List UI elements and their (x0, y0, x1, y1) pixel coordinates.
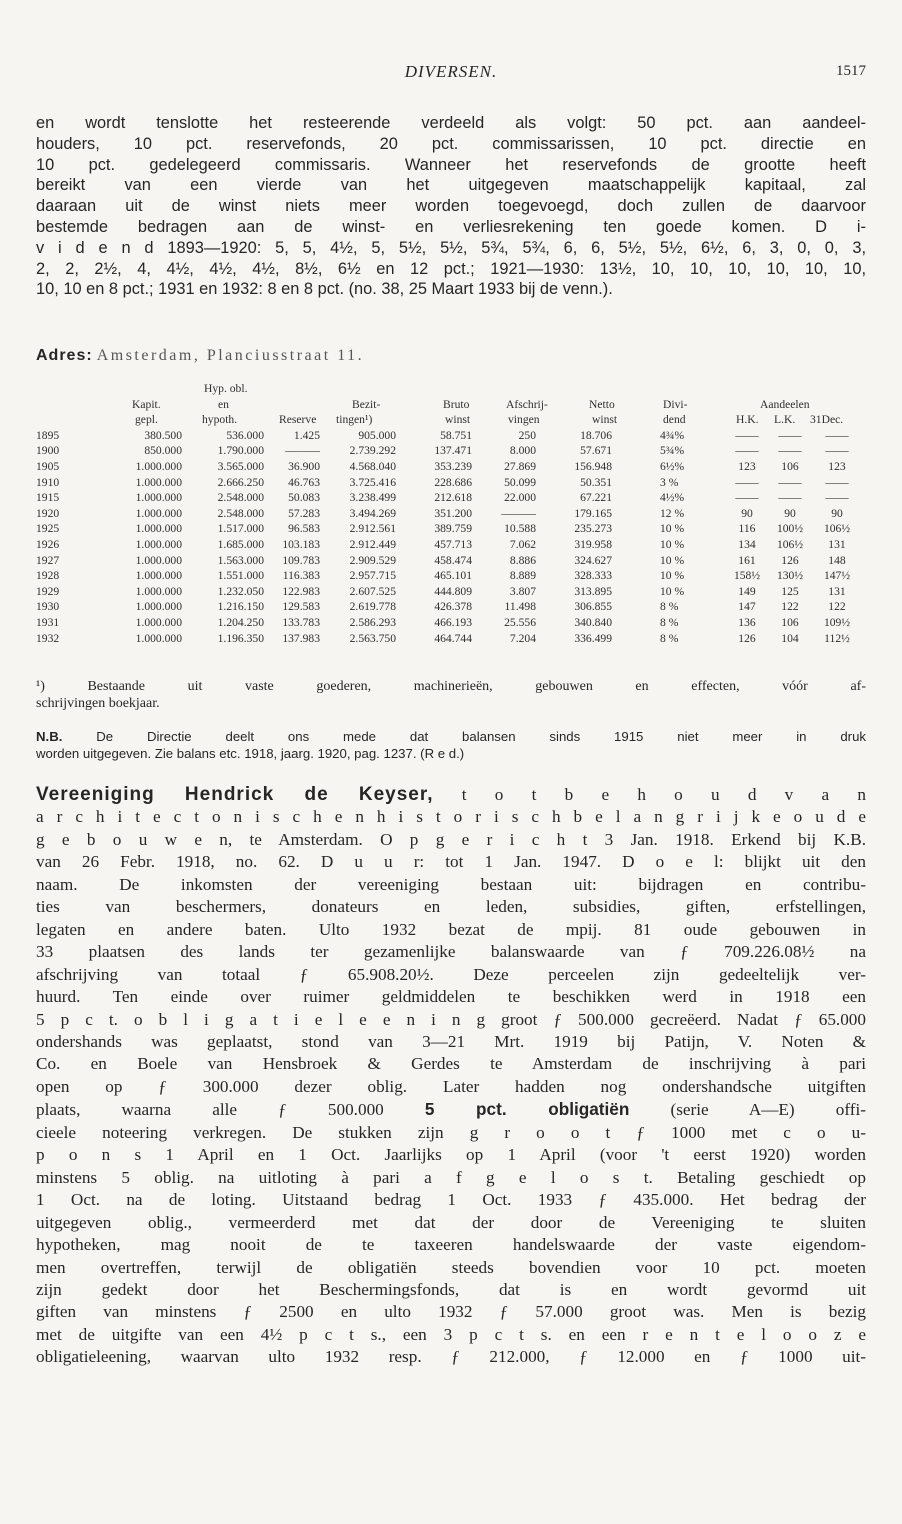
page-number: 1517 (836, 63, 866, 79)
article-line-start: plaats, waarna alle ƒ 500.000 (36, 1100, 425, 1120)
address-line (36, 347, 364, 365)
cell-dividend: 8 % (660, 615, 679, 629)
cell-bruto-winst: 353.239 (434, 459, 472, 473)
cell-dividend: 10 % (660, 522, 685, 536)
header-kapit: Kapit. (132, 397, 161, 411)
cell-dividend: 4½% (660, 491, 685, 505)
table-row (36, 428, 866, 444)
cell-koers-hk: 147 (738, 600, 756, 614)
cell-bruto-winst: 457.713 (434, 537, 472, 551)
cell-year: 1910 (36, 475, 60, 489)
article-line: a r c h i t e c t o n i s c h e n h i s t o r i s c h b e l a n g r i j k e o u d e (36, 807, 866, 827)
cell-koers-lk: —— (778, 428, 802, 442)
running-head (36, 62, 866, 86)
article-line: open op ƒ 300.000 dezer oblig. Later hadden nog ondershandsche uitgiften (36, 1076, 866, 1096)
intro-line: 10 pct. gedelegeerd commissaris. Wanneer het reservefonds de grootte heeft (36, 155, 866, 174)
cell-bezittingen: 2.586.293 (349, 615, 396, 629)
cell-koers-31dec: 148 (828, 553, 846, 567)
cell-bruto-winst: 351.200 (434, 506, 472, 520)
cell-bruto-winst: 228.686 (434, 475, 472, 489)
bond-name-bold: 5 pct. obligatiën (424, 1099, 630, 1120)
cell-dividend: 8 % (660, 631, 679, 645)
cell-dividend: 10 % (660, 553, 685, 567)
cell-kapitaal: 380.500 (144, 428, 182, 442)
cell-koers-31dec: 123 (828, 459, 846, 473)
intro-paragraph (36, 113, 866, 300)
cell-netto-winst: 235.273 (574, 522, 612, 536)
intro-line: 2, 2, 2½, 4, 4½, 4½, 4½, 8½, 6½ en 12 pct.; 1921—1930: 13½, 10, 10, 10, 10, 10, 10, (36, 259, 866, 278)
cell-kapitaal: 1.000.000 (135, 491, 182, 505)
cell-reserve: 57.283 (288, 506, 320, 520)
table-row (36, 553, 866, 569)
article-line: huurd. Ten einde over ruimer geldmiddelen te beschikken werd in 1918 een (36, 987, 866, 1007)
cell-netto-winst: 67.221 (580, 491, 612, 505)
cell-hypotheek: 1.517.000 (217, 522, 264, 536)
footnote (36, 679, 866, 712)
cell-bezittingen: 905.000 (358, 428, 396, 442)
cell-koers-31dec: —— (825, 475, 849, 489)
cell-koers-lk: 130½ (776, 569, 804, 583)
cell-reserve: ——— (285, 444, 320, 458)
cell-koers-lk: 90 (784, 506, 796, 520)
cell-hypotheek: 536.000 (226, 428, 264, 442)
article-line (36, 1098, 866, 1121)
table-row (36, 443, 866, 459)
cell-year: 1928 (36, 569, 60, 583)
cell-afschrijvingen: 250 (518, 428, 536, 442)
financial-table (36, 381, 866, 646)
cell-kapitaal: 1.000.000 (135, 522, 182, 536)
cell-year: 1905 (36, 459, 60, 473)
cell-dividend: 4¾% (660, 428, 685, 442)
cell-bezittingen: 3.238.499 (349, 491, 396, 505)
article-line: 1 Oct. na de loting. Uitstaand bedrag 1 Oct. 1933 ƒ 435.000. Het bedrag der (36, 1190, 866, 1210)
cell-koers-hk: —— (735, 428, 759, 442)
header-hk: H.K. (736, 413, 759, 427)
cell-bezittingen: 3.725.416 (349, 475, 396, 489)
cell-afschrijvingen: 8.000 (509, 444, 536, 458)
cell-year: 1927 (36, 553, 60, 567)
cell-koers-hk: 158½ (733, 569, 761, 583)
cell-koers-31dec: 131 (828, 584, 846, 598)
cell-koers-lk: —— (778, 475, 802, 489)
cell-netto-winst: 336.499 (574, 631, 612, 645)
article-line: ondershands was geplaatst, stond van 3—21 Mrt. 1919 bij Patijn, V. Noten & (36, 1031, 866, 1051)
intro-line: daaraan uit de winst niets meer worden toegevoegd, doch zullen de daarvoor (36, 197, 866, 216)
cell-koers-31dec: —— (825, 444, 849, 458)
cell-bruto-winst: 389.759 (434, 522, 472, 536)
article-heading: Vereeniging Hendrick de Keyser, (36, 784, 434, 805)
header-dend: dend (663, 413, 686, 427)
header-tingen: tingen¹) (336, 413, 373, 427)
cell-netto-winst: 156.948 (574, 459, 612, 473)
article-line: obligatieleening, waarvan ulto 1932 resp. ƒ 212.000, ƒ 12.000 en ƒ 1000 uit- (36, 1347, 866, 1367)
intro-line: 10, 10 en 8 pct.; 1931 en 1932: 8 en 8 pct. (no. 38, 25 Maart 1933 bij de venn.). (36, 280, 613, 299)
table-row (36, 521, 866, 537)
intro-line: houders, 10 pct. reservefonds, 20 pct. commissarissen, 10 pct. directie en (36, 134, 866, 153)
header-vingen: vingen (508, 413, 540, 427)
cell-bezittingen: 3.494.269 (349, 506, 396, 520)
cell-year: 1929 (36, 584, 60, 598)
article-line: giften van minstens ƒ 2500 en ulto 1932 ƒ 57.000 groot was. Men is bezig (36, 1302, 866, 1322)
table-row (36, 631, 866, 647)
cell-koers-31dec: —— (825, 428, 849, 442)
intro-line: v i d e n d 1893—1920: 5, 5, 4½, 5, 5½, 5½, 5¾, 5¾, 6, 6, 5½, 5½, 6½, 6, 3, 0, 0, 3, (36, 238, 866, 257)
header-lk: L.K. (774, 413, 796, 427)
cell-year: 1932 (36, 631, 60, 645)
cell-year: 1920 (36, 506, 60, 520)
cell-kapitaal: 1.000.000 (135, 600, 182, 614)
cell-afschrijvingen: 22.000 (504, 491, 536, 505)
cell-bruto-winst: 58.751 (440, 428, 472, 442)
cell-dividend: 5¾% (660, 444, 685, 458)
cell-reserve: 50.083 (288, 491, 320, 505)
cell-dividend: 10 % (660, 584, 685, 598)
article-line: ties van beschermers, donateurs en leden, subsidies, giften, erfstellingen, (36, 897, 866, 917)
header-divi: Divi- (663, 397, 688, 411)
cell-netto-winst: 324.627 (574, 553, 612, 567)
cell-koers-lk: 106½ (776, 537, 804, 551)
article-line: Co. en Boele van Hensbroek & Gerdes te Amsterdam de inschrijving à pari (36, 1054, 866, 1074)
cell-netto-winst: 18.706 (580, 428, 612, 442)
cell-netto-winst: 57.671 (580, 444, 612, 458)
table-row (36, 568, 866, 584)
cell-hypotheek: 1.216.150 (217, 600, 264, 614)
cell-koers-31dec: —— (825, 491, 849, 505)
cell-dividend: 12 % (660, 506, 685, 520)
intro-line: bereikt van een vierde van het uitgegeven maatschappelijk kapitaal, zal (36, 176, 866, 195)
article-line: zijn gedekt door het Beschermingsfonds, dat is en wordt gevormd uit (36, 1279, 866, 1299)
cell-netto-winst: 340.840 (574, 615, 612, 629)
cell-netto-winst: 313.895 (574, 584, 612, 598)
cell-koers-31dec: 106½ (823, 522, 851, 536)
header-hyp-obl: Hyp. obl. (204, 382, 248, 395)
cell-koers-lk: 106 (781, 459, 799, 473)
cell-afschrijvingen: 3.807 (509, 584, 536, 598)
cell-koers-lk: 106 (781, 615, 799, 629)
cell-hypotheek: 2.666.250 (217, 475, 264, 489)
cell-netto-winst: 319.958 (574, 537, 612, 551)
cell-netto-winst: 306.855 (574, 600, 612, 614)
header-winst: winst (445, 413, 471, 427)
cell-koers-31dec: 131 (828, 537, 846, 551)
article-line: 33 plaatsen des lands ter gezamenlijke balanswaarde van ƒ 709.226.08½ na (36, 942, 866, 962)
cell-koers-lk: —— (778, 491, 802, 505)
cell-koers-lk: 125 (781, 584, 799, 598)
cell-hypotheek: 3.565.000 (217, 459, 264, 473)
cell-koers-hk: —— (735, 475, 759, 489)
article-line: met de uitgifte van een 4½ p c t s., een 3 p c t s. en een r e n t e l o o z e (36, 1324, 866, 1344)
article-line: minstens 5 oblig. na uitloting à pari a f g e l o s t. Betaling geschiedt op (36, 1167, 866, 1187)
cell-koers-hk: —— (735, 491, 759, 505)
cell-kapitaal: 1.000.000 (135, 537, 182, 551)
cell-koers-lk: 104 (781, 631, 799, 645)
cell-afschrijvingen: 25.556 (504, 615, 536, 629)
cell-bezittingen: 2.912.449 (349, 537, 396, 551)
cell-netto-winst: 328.333 (574, 569, 612, 583)
header-reserve: Reserve (279, 413, 317, 427)
cell-dividend: 10 % (660, 537, 685, 551)
cell-koers-31dec: 147½ (823, 569, 851, 583)
article-line: p o n s 1 April en 1 Oct. Jaarlijks op 1 April (voor 't eerst 1920) worden (36, 1145, 866, 1165)
cell-koers-hk: 126 (738, 631, 756, 645)
cell-reserve: 36.900 (288, 459, 320, 473)
table-row (36, 459, 866, 475)
cell-netto-winst: 179.165 (574, 506, 612, 520)
article-line: afschrijving van totaal ƒ 65.908.20½. Deze perceelen zijn gedeeltelijk ver- (36, 964, 866, 984)
cell-reserve: 129.583 (282, 600, 320, 614)
table-row (36, 615, 866, 631)
cell-year: 1930 (36, 600, 60, 614)
cell-bezittingen: 2.607.525 (349, 584, 396, 598)
table-row (36, 475, 866, 491)
article-line: cieele noteering verkregen. De stukken zijn g r o o t ƒ 1000 met c o u- (36, 1122, 866, 1142)
cell-koers-hk: 161 (738, 553, 756, 567)
cell-afschrijvingen: 7.062 (509, 537, 536, 551)
cell-koers-lk: 122 (781, 600, 799, 614)
header-afschrij: Afschrij- (506, 397, 548, 411)
cell-koers-31dec: 122 (828, 600, 846, 614)
cell-year: 1925 (36, 522, 60, 536)
cell-hypotheek: 1.551.000 (217, 569, 264, 583)
nb-note (36, 729, 866, 762)
cell-kapitaal: 1.000.000 (135, 584, 182, 598)
article-line: naam. De inkomsten der vereeniging bestaan uit: bijdragen en contribu- (36, 874, 866, 894)
intro-line: bestemde bedragen aan de winst- en verliesrekening ten goede komen. D i- (36, 217, 866, 236)
cell-reserve: 137.983 (282, 631, 320, 645)
table-header-row-1 (36, 381, 866, 397)
header-gepl: gepl. (135, 413, 158, 427)
cell-kapitaal: 1.000.000 (135, 631, 182, 645)
cell-kapitaal: 850.000 (144, 444, 182, 458)
cell-bezittingen: 2.739.292 (349, 444, 396, 458)
cell-afschrijvingen: 8.886 (509, 553, 536, 567)
cell-reserve: 1.425 (293, 428, 320, 442)
article-line: hypotheken, mag nooit de te taxeeren handelswaarde der vaste eigendom- (36, 1235, 866, 1255)
cell-dividend: 10 % (660, 569, 685, 583)
table-row (36, 490, 866, 506)
cell-hypotheek: 1.196.350 (217, 631, 264, 645)
cell-dividend: 8 % (660, 600, 679, 614)
nb-label: N.B. (36, 729, 63, 744)
cell-koers-lk: 100½ (776, 522, 804, 536)
cell-bruto-winst: 212.618 (434, 491, 472, 505)
cell-hypotheek: 2.548.000 (217, 506, 264, 520)
header-aandeelen: Aandeelen (760, 397, 810, 411)
address-label: Adres: (36, 347, 93, 364)
article-line: g e b o u w e n, te Amsterdam. O p g e r i c h t 3 Jan. 1918. Erkend bij K.B. (36, 829, 866, 849)
cell-koers-hk: 90 (741, 506, 753, 520)
cell-koers-hk: 116 (738, 522, 756, 536)
article-heading-line (36, 784, 866, 806)
cell-bruto-winst: 426.378 (434, 600, 472, 614)
cell-bruto-winst: 464.744 (434, 631, 472, 645)
cell-bezittingen: 4.568.040 (349, 459, 396, 473)
nb-text-1: De Directie deelt ons mede dat balansen sinds 1915 niet meer in druk (96, 729, 866, 744)
cell-dividend: 3 % (660, 475, 679, 489)
cell-bezittingen: 2.957.715 (349, 569, 396, 583)
cell-reserve: 103.183 (282, 537, 320, 551)
header-hypoth: hypoth. (202, 413, 238, 427)
cell-reserve: 122.983 (282, 584, 320, 598)
cell-afschrijvingen: 8.889 (509, 569, 536, 583)
table-row (36, 506, 866, 522)
article-line: legaten en andere baten. Ulto 1932 bezat de mpij. 81 oude gebouwen in (36, 919, 866, 939)
cell-bezittingen: 2.912.561 (349, 522, 396, 536)
cell-hypotheek: 2.548.000 (217, 491, 264, 505)
header-bezit: Bezit- (352, 397, 381, 411)
cell-hypotheek: 1.790.000 (217, 444, 264, 458)
cell-bruto-winst: 458.474 (434, 553, 472, 567)
cell-reserve: 133.783 (282, 615, 320, 629)
cell-kapitaal: 1.000.000 (135, 569, 182, 583)
article-line: uitgegeven oblig., vermeerderd met dat der door de Vereeniging te sluiten (36, 1212, 866, 1232)
cell-kapitaal: 1.000.000 (135, 506, 182, 520)
cell-koers-hk: 136 (738, 615, 756, 629)
cell-year: 1900 (36, 444, 60, 458)
cell-bruto-winst: 137.471 (434, 444, 472, 458)
header-31dec: 31Dec. (810, 413, 844, 427)
cell-dividend: 6½% (660, 459, 685, 473)
cell-kapitaal: 1.000.000 (135, 459, 182, 473)
cell-hypotheek: 1.232.050 (217, 584, 264, 598)
cell-koers-hk: 123 (738, 459, 756, 473)
cell-afschrijvingen: 11.498 (504, 600, 536, 614)
cell-koers-31dec: 112½ (824, 631, 850, 645)
cell-koers-lk: —— (778, 444, 802, 458)
cell-afschrijvingen: ——— (501, 506, 536, 520)
article-line: 5 p c t. o b l i g a t i e l e e n i n g groot ƒ 500.000 gecreëerd. Nadat ƒ 65.000 (36, 1009, 866, 1029)
article-heading-rest: t o t b e h o u d v a n (433, 785, 866, 804)
cell-reserve: 109.783 (282, 553, 320, 567)
table-row (36, 537, 866, 553)
table-row (36, 584, 866, 600)
article-paragraph (36, 784, 866, 1369)
header-netto: Netto (589, 397, 615, 411)
cell-bezittingen: 2.619.778 (349, 600, 396, 614)
table-row (36, 599, 866, 615)
cell-bezittingen: 2.563.750 (349, 631, 396, 645)
article-line: men overtreffen, terwijl de obligatiën steeds bovendien voor 10 pct. moeten (36, 1257, 866, 1277)
cell-koers-hk: —— (735, 444, 759, 458)
intro-line: en wordt tenslotte het resteerende verdeeld als volgt: 50 pct. aan aandeel- (36, 114, 866, 132)
cell-hypotheek: 1.563.000 (217, 553, 264, 567)
table-header-row-3 (36, 412, 866, 428)
cell-afschrijvingen: 7.204 (509, 631, 536, 645)
table-header-row-2 (36, 397, 866, 413)
article-line: van 26 Febr. 1918, no. 62. D u u r: tot 1 Jan. 1947. D o e l: blijkt uit den (36, 852, 866, 872)
cell-hypotheek: 1.204.250 (217, 615, 264, 629)
nb-text-2: worden uitgegeven. Zie balans etc. 1918, jaarg. 1920, pag. 1237. (R e d.) (36, 745, 465, 761)
cell-reserve: 116.383 (282, 569, 320, 583)
address-value: Amsterdam, Planciusstraat 11. (96, 347, 365, 364)
header-winst-netto: winst (592, 413, 618, 427)
cell-bezittingen: 2.909.529 (349, 553, 396, 567)
cell-afschrijvingen: 50.099 (504, 475, 536, 489)
cell-koers-hk: 149 (738, 584, 756, 598)
cell-koers-hk: 134 (738, 537, 756, 551)
cell-reserve: 96.583 (288, 522, 320, 536)
cell-afschrijvingen: 27.869 (504, 459, 536, 473)
cell-kapitaal: 1.000.000 (135, 553, 182, 567)
header-bruto: Bruto (443, 397, 470, 411)
cell-koers-lk: 126 (781, 553, 799, 567)
cell-year: 1926 (36, 537, 60, 551)
footnote-line: ¹) Bestaande uit vaste goederen, machinerieën, gebouwen en effecten, vóór af- (36, 679, 866, 694)
cell-bruto-winst: 466.193 (434, 615, 472, 629)
cell-reserve: 46.763 (288, 475, 320, 489)
cell-bruto-winst: 444.809 (434, 584, 472, 598)
header-en: en (218, 397, 229, 411)
section-title: DIVERSEN. (404, 62, 498, 81)
cell-kapitaal: 1.000.000 (135, 475, 182, 489)
footnote-line: schrijvingen boekjaar. (36, 695, 160, 711)
cell-koers-31dec: 90 (831, 506, 843, 520)
table-body (36, 428, 866, 646)
cell-year: 1931 (36, 615, 60, 629)
cell-year: 1915 (36, 491, 60, 505)
cell-year: 1895 (36, 428, 60, 442)
cell-bruto-winst: 465.101 (434, 569, 472, 583)
cell-kapitaal: 1.000.000 (135, 615, 182, 629)
cell-hypotheek: 1.685.000 (217, 537, 264, 551)
cell-afschrijvingen: 10.588 (504, 522, 536, 536)
article-line-end: (serie A—E) offi- (629, 1100, 866, 1120)
cell-netto-winst: 50.351 (580, 475, 612, 489)
cell-koers-31dec: 109½ (823, 615, 851, 629)
